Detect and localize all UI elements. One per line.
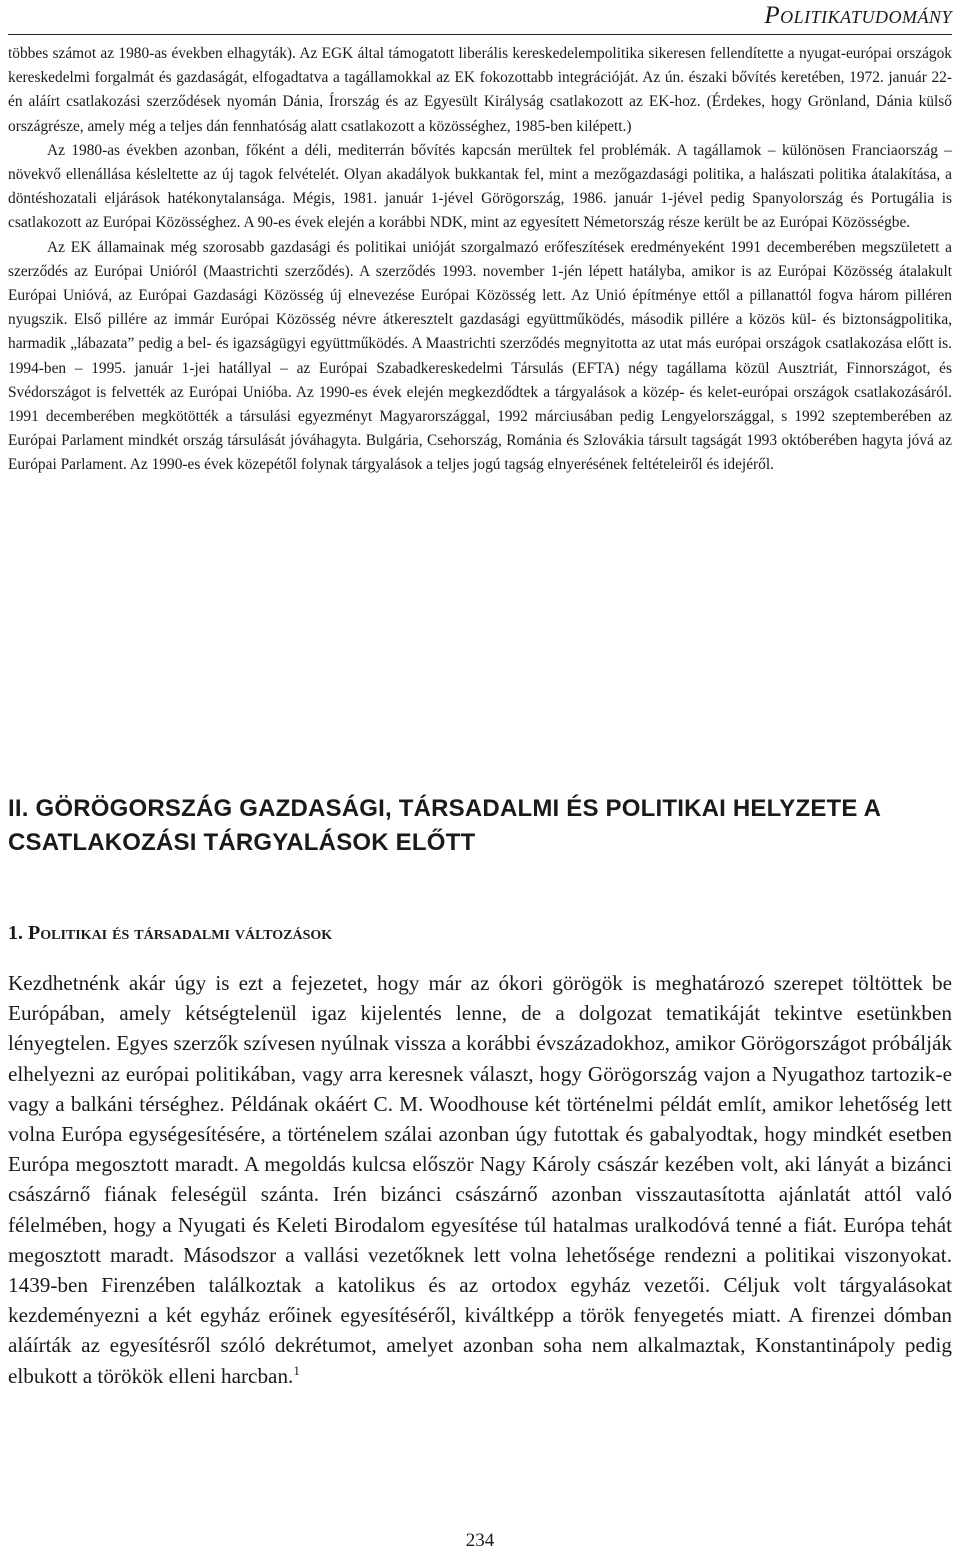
page-number: 234 [465,1530,495,1551]
section-paragraph [8,968,952,1391]
paragraph: többes számot az 1980-as években elhagyták). Az EGK által támogatott liberális kereskedelempolitika sikeresen fellendítette a nyugat-európai országok kereskedelmi forgalmát és gazdaságát, elfogadtatva a tagállamokkal az EK fokozottabb integrációját. Az ún. északi bővítés keretében, 1972. január 22-én aláírt csatlakozási szerződések nyomán Dánia, Írország és az Egyesült Királyság csatlakozott az EK-hoz. (Érdekes, hogy Grönland, Dánia külső országrésze, amely még a teljes dán fennhatóság alatt csatlakozott a közösséghez, 1985-ben kilépett.) [8,45,952,135]
running-header [8,2,952,35]
body-text [8,42,952,478]
footnote-reference[interactable]: 1 [293,1362,300,1378]
section-paragraph-text: Kezdhetnénk akár úgy is ezt a fejezetet, hogy már az ókori görögök is meghatározó szerepet töltöttek be Európában, amely kétségtelenül igaz kijelentés lenne, de a dolgozat tematikáját tekintve esetünkben lényegtelen. Egyes szerzők szívesen nyúlnak vissza a korábbi évszázadokhoz, amikor Görögországot próbálják elhelyezni az európai politikában, vagy arra keresnek választ, hogy Görögország vajon a Nyugathoz tartozik-e vagy a balkáni térséghez. Példának okáért C. M. Woodhouse két történelmi példát említ, amikor lehetőség lett volna Európa egységesítésére, a történelem szálai azonban úgy futottak és gabalyodtak, hogy mindkét esetben Európa megosztott maradt. A megoldás kulcsa először Nagy Károly császár kezében volt, aki lányát a bizánci császárnő fiának feleségül szánta. Irén bizánci császárnő azonban visszautasította ajánlatát attól való félelmében, hogy a Nyugati és Keleti Birodalom egyesítése túl hatalmas uralkodóvá tenné a fiát. Európa tehát megosztott maradt. Másodszor a vallási vezetőknek lett volna lehetősége rendezni a politikai viszonyokat. 1439-ben Firenzében találkoztak a katolikus és az ortodox egyház vezetői. Céljuk volt tárgyalásokat kezdeményezni a két egyház erőinek egyesítéséről, kiváltképp a török fenyegetés miatt. A firenzei dómban aláírták az egyesítésről szóló dekrétumot, amelyet azonban soha nem alkalmaztak, Konstantinápoly pedig elbukott a törökök elleni harcban. [8,971,952,1388]
running-title: Politikatudomány [764,2,952,29]
section-heading: 1. Politikai és társadalmi változások [8,922,333,944]
chapter-heading: II. GÖRÖGORSZÁG GAZDASÁGI, TÁRSADALMI ÉS POLITIKAI HELYZETE A CSATLAKOZÁSI TÁRGYALÁSOK ELŐTT [8,795,881,856]
paragraph: Az 1980-as években azonban, főként a déli, mediterrán bővítés kapcsán merültek fel problémák. A tagállamok – különösen Franciaország – növekvő ellenállása késleltette az új tagok felvételét. Olyan akadályok bukkantak fel, mint a mezőgazdasági politika, a halászati politika átalakítása, a döntéshozatali eljárások hatékonytalansága. Mégis, 1981. január 1-jével Görögország, 1986. január 1-jével pedig Spanyolország és Portugália is csatlakozott az Európai Közösséghez. A 90-es évek elején a korábbi NDK, mint az egyesített Németország része került be az Európai Közösségbe. [8,141,952,232]
paragraph: Az EK államainak még szorosabb gazdasági és politikai unióját szorgalmazó erőfeszítések eredményeként 1991 decemberében megszületett a szerződés az Európai Unióról (Maastrichti szerződés). A szerződés 1993. november 1-jén lépett hatályba, amikor is az Európai Közösség átalakult Európai Unióvá, az Európai Gazdasági Közösség új elnevezése Európai Közösség lett. Az Unió építménye ettől a pillanattól fogva három pilléren nyugszik. Első pillére az immár Európai Közösség névre átkeresztelt gazdasági együttműködés, második pillére a közös kül- és biztonságpolitika, harmadik „lábazata” pedig a bel- és igazságügyi együttműködés. A Maastrichti szerződés megnyitotta az utat más európai országok csatlakozása előtt is. 1994-ben – 1995. január 1-jei hatállyal – az Európai Szabadkereskedelmi Társulás (EFTA) négy tagállama közül Ausztriát, Finnországot, és Svédországot is felvették az Európai Unióba. Az 1990-es évek elején megkezdődtek a tárgyalások a közép- és kelet-európai országok csatlakozásáról. 1991 decemberében megkötötték a társulási egyezményt Magyarországgal, 1992 márciusában pedig Lengyelországgal, s 1992 szeptemberében az Európai Parlament mindkét ország társulását jóváhagyta. Bulgária, Csehország, Románia és Szlovákia társult tagságát 1993 októberében hagyta jóvá az Európai Parlament. Az 1990-es évek közepétől folynak tárgyalások a teljes jogú tagság elnyerésének feltételeiről és idejéről. [8,238,952,474]
